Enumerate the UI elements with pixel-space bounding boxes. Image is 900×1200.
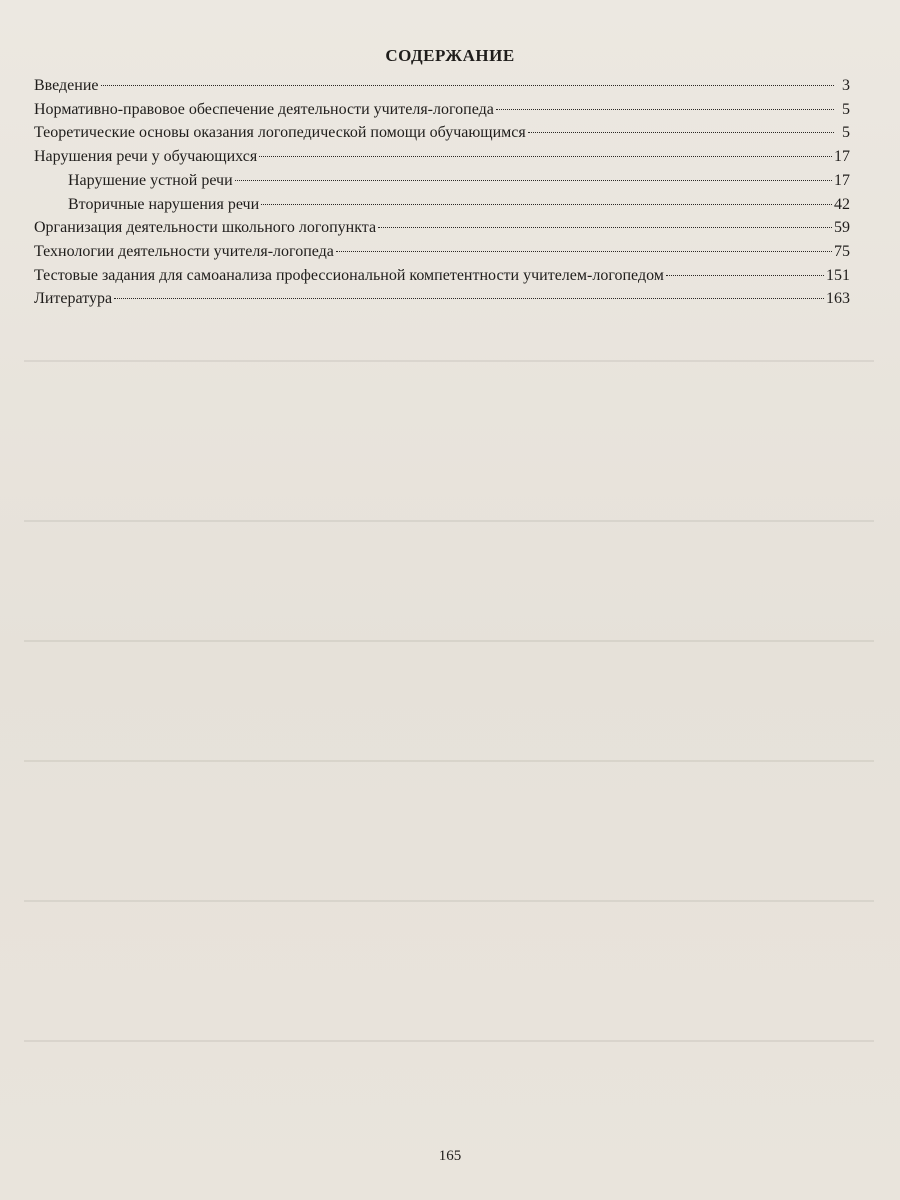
toc-entry bbox=[34, 74, 850, 98]
toc-entry-page: 17 bbox=[834, 148, 850, 166]
bleed-through-line bbox=[24, 900, 874, 902]
bleed-through-line bbox=[24, 1040, 874, 1042]
toc-entry-page: 17 bbox=[834, 171, 850, 189]
bleed-through-line bbox=[24, 760, 874, 762]
toc-entry-page: 3 bbox=[842, 77, 850, 94]
toc-entry-title: Нарушения речи у обучающихся bbox=[34, 148, 258, 166]
toc-entry-title: Нормативно-правовое обеспечение деятельности учителя-логопеда bbox=[34, 100, 494, 118]
toc-entry-title: Организация деятельности школьного логопункта bbox=[34, 219, 377, 237]
toc-heading: СОДЕРЖАНИЕ bbox=[385, 46, 515, 65]
toc-entry-title: Технологии деятельности учителя-логопеда bbox=[34, 242, 334, 260]
toc-dot-leader bbox=[261, 204, 832, 205]
toc-dot-leader bbox=[378, 227, 832, 228]
table-of-contents bbox=[34, 74, 850, 311]
toc-dot-leader bbox=[666, 275, 824, 276]
toc-entry-title: Теоретические основы оказания логопедической помощи обучающимся bbox=[34, 124, 526, 142]
toc-entry-title: Введение bbox=[34, 77, 99, 94]
toc-entry bbox=[34, 193, 850, 217]
bleed-through-line bbox=[24, 640, 874, 642]
toc-entry-title: Нарушение устной речи bbox=[68, 171, 233, 189]
toc-entry bbox=[34, 240, 850, 264]
toc-entry-title: Вторичные нарушения речи bbox=[68, 195, 260, 213]
toc-entry-page: 5 bbox=[842, 100, 850, 118]
bleed-through-line bbox=[24, 520, 874, 522]
toc-entry-title: Тестовые задания для самоанализа профессиональной компетентности учителем-логопедом bbox=[34, 266, 664, 284]
toc-dot-leader bbox=[114, 298, 824, 299]
toc-entry-title: Литература bbox=[34, 290, 113, 308]
toc-entry-page: 42 bbox=[834, 195, 850, 213]
toc-entry bbox=[34, 145, 850, 169]
toc-entry bbox=[34, 169, 850, 193]
toc-dot-leader bbox=[336, 251, 832, 252]
toc-entry bbox=[34, 216, 850, 240]
toc-entry bbox=[34, 287, 850, 311]
toc-dot-leader bbox=[259, 156, 832, 157]
toc-entry bbox=[34, 264, 850, 288]
toc-dot-leader bbox=[101, 85, 835, 86]
toc-entry-page: 163 bbox=[826, 290, 850, 308]
bleed-through-line bbox=[24, 360, 874, 362]
toc-entry-page: 5 bbox=[842, 124, 850, 142]
toc-dot-leader bbox=[528, 132, 834, 133]
toc-entry bbox=[34, 98, 850, 122]
toc-entry-page: 151 bbox=[826, 266, 850, 284]
toc-dot-leader bbox=[235, 180, 832, 181]
toc-entry-page: 59 bbox=[834, 219, 850, 237]
toc-entry bbox=[34, 121, 850, 145]
toc-dot-leader bbox=[496, 109, 834, 110]
page-number: 165 bbox=[438, 1148, 462, 1164]
toc-entry-page: 75 bbox=[834, 242, 850, 260]
